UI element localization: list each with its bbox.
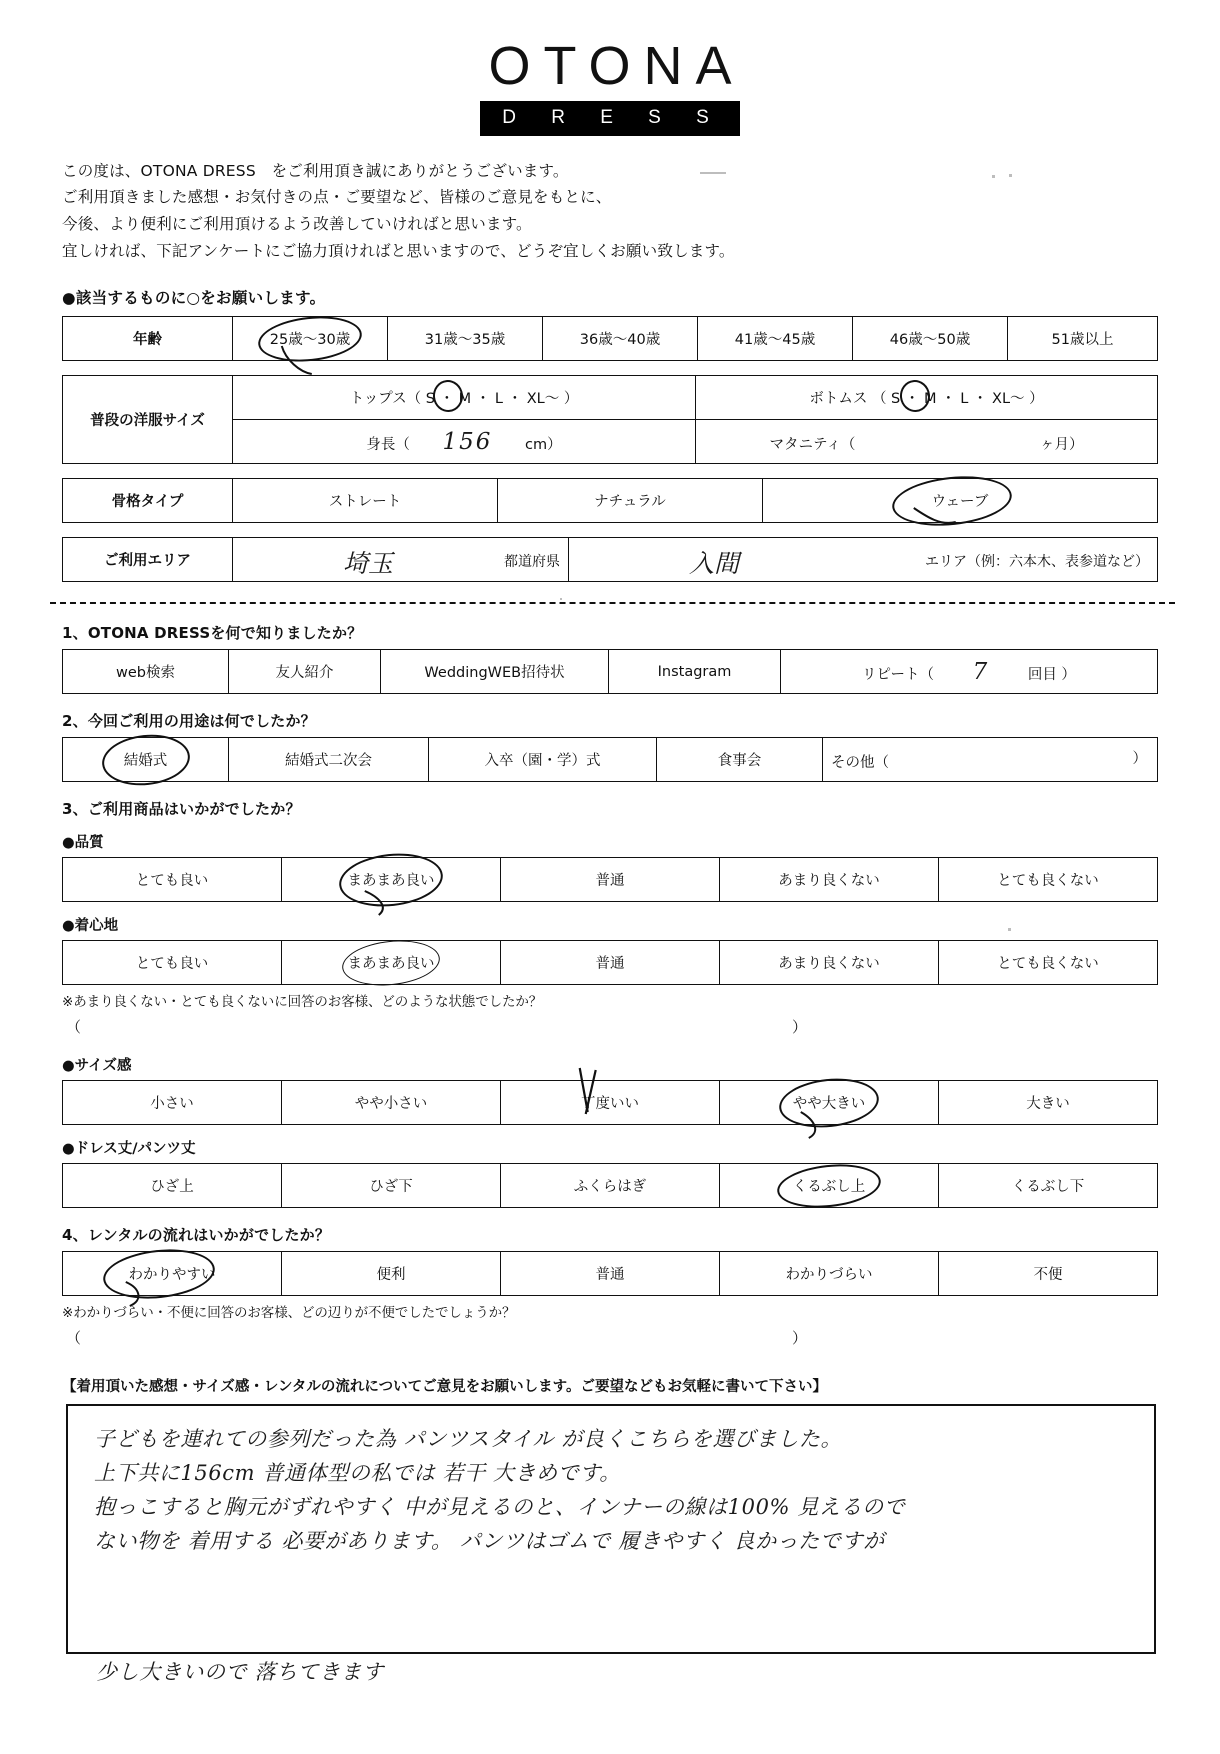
body-type-option-natural[interactable]: ナチュラル — [498, 479, 763, 523]
body-type-label: 骨格タイプ — [63, 479, 233, 523]
area-label: ご利用エリア — [63, 538, 233, 582]
quality-option-fairly-good[interactable] — [282, 858, 501, 902]
q1-option-friend[interactable]: 友人紹介 — [229, 650, 381, 694]
maternity-cell[interactable] — [696, 420, 1158, 464]
maternity-unit: ヶ月） — [1039, 436, 1084, 453]
q4-option-label: わかりやすい — [128, 1267, 216, 1284]
body-type-option-straight[interactable]: ストレート — [233, 479, 498, 523]
comment-box[interactable] — [66, 1404, 1156, 1654]
q2-option-wedding[interactable] — [63, 738, 229, 782]
table-row — [63, 1252, 1158, 1296]
fit-option-small[interactable]: 小さい — [63, 1081, 282, 1125]
table-row — [63, 1164, 1158, 1208]
intro-line-2: ご利用頂きました感想・お気付きの点・ご要望など、皆様のご意見をもとに、 — [62, 188, 612, 207]
circle-instruction: ●該当するものに○をお願いします。 — [62, 289, 326, 308]
fit-option-slightly-small[interactable]: やや小さい — [282, 1081, 501, 1125]
q4-option-easy[interactable] — [63, 1252, 282, 1296]
q1-repeat-value: 7 — [972, 658, 990, 685]
logo-dress-text: D R E S S — [480, 101, 740, 136]
body-type-option-wave[interactable] — [763, 479, 1158, 523]
body-type-table — [62, 478, 1158, 523]
quality-option-very-good[interactable]: とても良い — [63, 858, 282, 902]
height-unit: cm） — [525, 436, 562, 453]
q4-option-normal[interactable]: 普通 — [501, 1252, 720, 1296]
comment-line-4: ない物を 着用する 必要があります。 パンツはゴムで 履きやすく 良かったですが — [94, 1529, 885, 1554]
comment-line-2: 上下共に156cm 普通体型の私では 若干 大きめです。 — [94, 1461, 621, 1486]
fit-option-label: 丁度いい — [581, 1096, 639, 1113]
comment-line-3: 抱っこすると胸元がずれやすく 中が見えるのと、インナーの線は100% 見えるので — [94, 1495, 906, 1520]
comfort-option-normal[interactable]: 普通 — [501, 941, 720, 985]
age-option-46-50[interactable]: 46歳〜50歳 — [853, 317, 1008, 361]
table-row — [63, 538, 1158, 582]
scan-speck — [992, 175, 995, 178]
q3-comfort-answer-row[interactable] — [62, 1016, 1158, 1038]
prefecture-cell[interactable] — [233, 538, 569, 582]
q1-option-repeat[interactable] — [781, 650, 1158, 694]
q3-comfort-note: ※あまり良くない・とても良くないに回答のお客様、どのような状態でしたか？ — [62, 994, 543, 1011]
scan-speck — [1009, 174, 1012, 177]
paren-open: （ — [66, 1018, 82, 1037]
paren-close: ） — [792, 1018, 808, 1037]
age-option-31-35[interactable]: 31歳〜35歳 — [388, 317, 543, 361]
q3-fit-table — [62, 1080, 1158, 1125]
intro-line-1: この度は、OTONA DRESS をご利用頂き誠にありがとうございます。 — [62, 161, 569, 180]
fit-option-large[interactable]: 大きい — [939, 1081, 1158, 1125]
height-prefix: 身長（ — [366, 436, 410, 453]
q4-answer-row[interactable] — [62, 1327, 1158, 1349]
height-cell[interactable] — [233, 420, 696, 464]
height-value: 156 — [442, 428, 493, 455]
q1-title: 1、OTONA DRESSを何で知りましたか？ — [62, 624, 363, 643]
q2-other-prefix: その他（ — [831, 754, 889, 771]
age-table — [62, 316, 1158, 361]
bottoms-size-cell[interactable] — [696, 376, 1158, 420]
comment-line-1: 子どもを連れての参列だった為 パンツスタイル が良くこちらを選びました。 — [94, 1427, 843, 1452]
brand-logo — [0, 0, 1220, 136]
fit-option-just-right[interactable] — [501, 1081, 720, 1125]
length-option-below-knee[interactable]: ひざ下 — [282, 1164, 501, 1208]
comfort-option-very-good[interactable]: とても良い — [63, 941, 282, 985]
q4-option-convenient[interactable]: 便利 — [282, 1252, 501, 1296]
age-option-36-40[interactable]: 36歳〜40歳 — [543, 317, 698, 361]
table-row — [63, 858, 1158, 902]
quality-option-very-bad[interactable]: とても良くない — [939, 858, 1158, 902]
area-value: 入間 — [689, 549, 740, 579]
scan-speck — [560, 598, 562, 600]
q1-option-web-search[interactable]: web検索 — [63, 650, 229, 694]
length-option-above-knee[interactable]: ひざ上 — [63, 1164, 282, 1208]
q4-option-hard[interactable]: わかりづらい — [720, 1252, 939, 1296]
fit-option-label: やや大きい — [792, 1096, 866, 1113]
table-row — [63, 941, 1158, 985]
bottoms-size-text: ボトムス （ S ・ M ・ L ・ XL〜 ） — [809, 391, 1044, 408]
tops-size-text: トップス（ S ・ M ・ L ・ XL〜 ） — [349, 391, 579, 408]
logo-otona-text: OTONA — [488, 36, 745, 96]
q3-quality-label: ●品質 — [62, 835, 104, 852]
age-option-25-30[interactable] — [233, 317, 388, 361]
scan-speck — [1008, 928, 1011, 931]
table-row — [63, 1081, 1158, 1125]
comfort-option-fairly-good[interactable] — [282, 941, 501, 985]
length-option-calf[interactable]: ふくらはぎ — [501, 1164, 720, 1208]
fit-option-slightly-large[interactable] — [720, 1081, 939, 1125]
body-type-option-label: ウェーブ — [931, 494, 989, 511]
q3-title: 3、ご利用商品はいかがでしたか？ — [62, 800, 301, 819]
q2-option-ceremony[interactable]: 入卒（園・学）式 — [429, 738, 657, 782]
paren-open: （ — [66, 1329, 82, 1348]
table-row — [63, 738, 1158, 782]
age-label: 年齢 — [63, 317, 233, 361]
comfort-option-not-good[interactable]: あまり良くない — [720, 941, 939, 985]
length-option-below-ankle[interactable]: くるぶし下 — [939, 1164, 1158, 1208]
q3-length-label: ●ドレス丈/パンツ丈 — [62, 1141, 196, 1158]
q4-note: ※わかりづらい・不便に回答のお客様、どの辺りが不便でしたでしょうか？ — [62, 1305, 516, 1322]
intro-line-4: 宜しければ、下記アンケートにご協力頂ければと思いますので、どうぞ宜しくお願い致します。 — [62, 241, 735, 260]
paren-close: ） — [792, 1329, 808, 1348]
table-row — [63, 650, 1158, 694]
q2-option-meal[interactable]: 食事会 — [657, 738, 823, 782]
age-option-label: 25歳〜30歳 — [269, 332, 351, 349]
comfort-option-label: まあまあ良い — [347, 956, 435, 973]
q2-option-afterparty[interactable]: 結婚式二次会 — [229, 738, 429, 782]
prefecture-value: 埼玉 — [343, 549, 394, 579]
section-divider — [50, 602, 1175, 604]
quality-option-label: まあまあ良い — [347, 873, 435, 890]
q3-quality-table — [62, 857, 1158, 902]
q2-table — [62, 737, 1158, 782]
area-value-cell[interactable] — [569, 538, 1158, 582]
q2-title: 2、今回ご利用の用途は何でしたか？ — [62, 712, 316, 731]
q1-repeat-suffix: 回目 ） — [1027, 666, 1076, 683]
clothing-size-table — [62, 375, 1158, 464]
q3-comfort-table — [62, 940, 1158, 985]
q4-title: 4、レンタルの流れはいかがでしたか？ — [62, 1226, 331, 1245]
table-row — [63, 479, 1158, 523]
tops-size-cell[interactable] — [233, 376, 696, 420]
comment-trailing-line: 少し大きいので 落ちてきます — [96, 1660, 384, 1685]
table-row — [63, 317, 1158, 361]
clothing-size-label: 普段の洋服サイズ — [63, 376, 233, 464]
maternity-prefix: マタニティ（ — [769, 436, 856, 453]
q1-repeat-prefix: リピート（ — [862, 666, 934, 683]
length-option-above-ankle[interactable] — [720, 1164, 939, 1208]
area-caption: エリア（例：六本木、表参道など） — [925, 554, 1149, 571]
q3-length-table — [62, 1163, 1158, 1208]
quality-option-normal[interactable]: 普通 — [501, 858, 720, 902]
age-option-51-plus[interactable]: 51歳以上 — [1008, 317, 1158, 361]
q1-table — [62, 649, 1158, 694]
intro-paragraph — [62, 158, 1220, 265]
prefecture-caption: 都道府県 — [504, 554, 560, 571]
area-table — [62, 537, 1158, 582]
table-row — [63, 376, 1158, 420]
age-option-41-45[interactable]: 41歳〜45歳 — [698, 317, 853, 361]
q1-option-weddingweb[interactable]: WeddingWEB招待状 — [381, 650, 609, 694]
q3-comfort-label: ●着心地 — [62, 918, 119, 935]
q1-option-instagram[interactable]: Instagram — [609, 650, 781, 694]
scan-speck — [700, 172, 726, 174]
comment-heading: 【着用頂いた感想・サイズ感・レンタルの流れについてご意見をお願いします。ご要望などもお気軽に書いて下さい】 — [62, 1379, 827, 1396]
q4-option-inconvenient[interactable]: 不便 — [939, 1252, 1158, 1296]
q2-other-suffix: ） — [1132, 750, 1147, 767]
q2-option-other[interactable] — [823, 738, 1158, 782]
quality-option-not-good[interactable]: あまり良くない — [720, 858, 939, 902]
q2-option-label: 結婚式 — [123, 753, 168, 770]
q4-table — [62, 1251, 1158, 1296]
q3-fit-label: ●サイズ感 — [62, 1058, 132, 1075]
comfort-option-very-bad[interactable]: とても良くない — [939, 941, 1158, 985]
intro-line-3: 今後、より便利にご利用頂けるよう改善していければと思います。 — [62, 215, 532, 233]
length-option-label: くるぶし上 — [792, 1179, 866, 1196]
